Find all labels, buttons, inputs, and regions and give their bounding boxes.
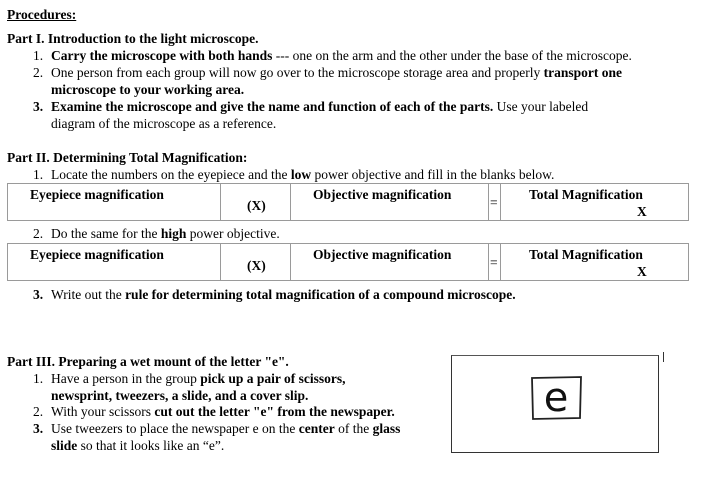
- times-label: (X): [247, 258, 266, 273]
- part3-item-3: [33, 421, 400, 437]
- item-number: 2.: [33, 65, 44, 80]
- item-bold-text: pick up a pair of scissors,: [200, 371, 346, 386]
- part3-heading: Part III. Preparing a wet mount of the letter "e".: [7, 354, 289, 369]
- objective-label: Objective magnification: [313, 187, 452, 202]
- part1-item-2-line2: [51, 82, 244, 98]
- item-text: Use tweezers to place the newspaper e on the: [51, 421, 299, 436]
- equals-cell: [489, 184, 501, 221]
- item-bold-text: low: [290, 167, 312, 182]
- item-bold-text: newsprint, tweezers, a slide, and a cover slip.: [51, 388, 309, 403]
- eyepiece-label: Eyepiece magnification: [30, 247, 164, 262]
- objective-cell[interactable]: [291, 184, 489, 221]
- low-power-magnification-table: [7, 183, 689, 221]
- item-number: 3.: [33, 99, 44, 114]
- part1-item-2: [33, 65, 622, 81]
- part1-item-3-line2: diagram of the microscope as a reference.: [51, 116, 277, 131]
- item-bold-text: Carry the microscope with both hands: [51, 48, 273, 63]
- item-bold-text: high: [160, 226, 187, 241]
- item-number: 3.: [33, 421, 44, 436]
- item-text: of the: [334, 421, 373, 436]
- item-bold-text: slide: [51, 438, 78, 453]
- part1-item-1: [33, 48, 632, 64]
- item-bold-text: transport one: [543, 65, 622, 80]
- part2-item-1: [33, 167, 554, 183]
- part2-item-2: [33, 226, 280, 242]
- total-cell[interactable]: [501, 244, 689, 281]
- item-text: --- one on the arm and the other under the base of the microscope.: [272, 48, 632, 63]
- item-bold-text: Examine the microscope and give the name and function of each of the parts.: [51, 99, 494, 114]
- eyepiece-cell[interactable]: [8, 244, 221, 281]
- letter-e-figure: [529, 374, 584, 422]
- item-bold-text: cut out the letter "e" from the newspaper.: [154, 404, 395, 419]
- high-power-magnification-table: [7, 243, 689, 281]
- equals-sign: =: [490, 195, 498, 210]
- part3-item-1-line2: [51, 388, 308, 404]
- part1-item-3: [33, 99, 588, 115]
- item-text: Locate the numbers on the eyepiece and the: [51, 167, 291, 182]
- times-cell: [221, 244, 291, 281]
- equals-cell: [489, 244, 501, 281]
- part2-heading: Part II. Determining Total Magnification:: [7, 150, 248, 165]
- item-text: Use your labeled: [493, 99, 589, 114]
- item-bold-text: rule for determining total magnification of a compound microscope.: [125, 287, 516, 302]
- eyepiece-cell[interactable]: [8, 184, 221, 221]
- item-number: 1.: [33, 371, 44, 386]
- total-label: Total Magnification: [529, 187, 643, 202]
- total-cell[interactable]: [501, 184, 689, 221]
- part2-item-3: [33, 287, 516, 303]
- item-text: power objective.: [186, 226, 280, 241]
- eyepiece-label: Eyepiece magnification: [30, 187, 164, 202]
- item-text: so that it looks like an “e”.: [77, 438, 225, 453]
- item-text: power objective and fill in the blanks below.: [311, 167, 555, 182]
- x-mark: X: [637, 204, 647, 219]
- objective-label: Objective magnification: [313, 247, 452, 262]
- part1-heading: Part I. Introduction to the light microscope.: [7, 31, 259, 46]
- item-number: 2.: [33, 226, 44, 241]
- objective-cell[interactable]: [291, 244, 489, 281]
- equals-sign: =: [490, 255, 498, 270]
- part3-item-2: [33, 404, 395, 420]
- part3-item-3-line2: [51, 438, 224, 454]
- item-text: Write out the: [51, 287, 126, 302]
- item-number: 2.: [33, 404, 44, 419]
- item-number: 1.: [33, 167, 44, 182]
- item-bold-text: microscope to your working area.: [51, 82, 245, 97]
- item-number: 1.: [33, 48, 44, 63]
- times-cell: [221, 184, 291, 221]
- x-mark: X: [637, 264, 647, 279]
- total-label: Total Magnification: [529, 247, 643, 262]
- item-text: With your scissors: [51, 404, 155, 419]
- procedures-title: Procedures:: [7, 7, 77, 22]
- letter-e-glyph: e: [543, 375, 569, 421]
- item-bold-text: center: [298, 421, 335, 436]
- times-label: (X): [247, 198, 266, 213]
- item-text: Do the same for the: [51, 226, 161, 241]
- item-bold-text: glass: [372, 421, 401, 436]
- item-number: 3.: [33, 287, 44, 302]
- part3-item-1: [33, 371, 346, 387]
- item-text: Have a person in the group: [51, 371, 201, 386]
- item-text: One person from each group will now go over to the microscope storage area and properly: [51, 65, 544, 80]
